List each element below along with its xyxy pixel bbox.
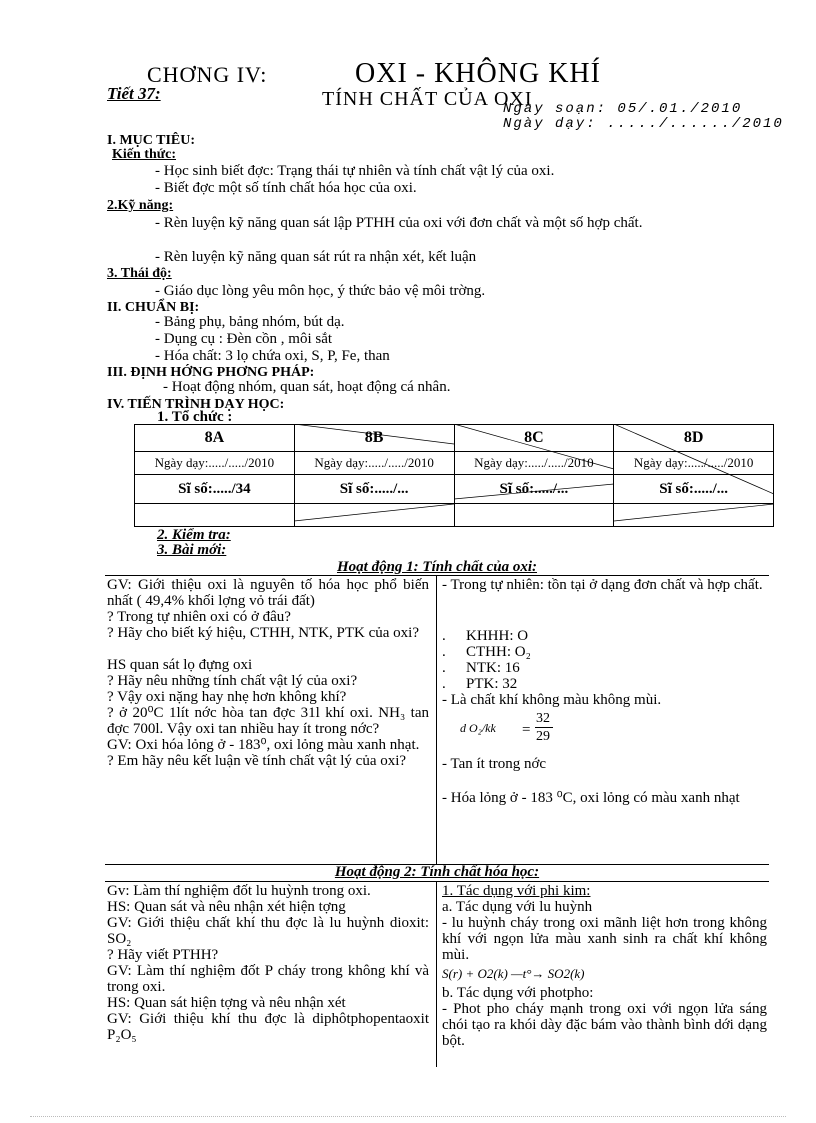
page-title: OXI - KHÔNG KHÍ: [355, 58, 601, 89]
heading-kiem-tra: 2. Kiểm tra:: [157, 527, 231, 543]
a1-right-line: - Hóa lỏng ở - 183 ⁰C, oxi lỏng có màu xanh nhạt: [442, 790, 740, 806]
section-chuan-bi: II. CHUẨN BỊ:: [107, 300, 200, 315]
heading-thai-do: 3. Thái độ:: [107, 266, 172, 281]
date-block: [503, 102, 784, 132]
a1-left-line: ? Hãy nêu những tính chất vật lý của oxi?: [107, 673, 358, 689]
heading-kien-thuc: Kiến thức:: [112, 147, 177, 162]
column-divider: [436, 881, 437, 1067]
a1-left-line: ? Em hãy nêu kết luận về tính chất vật lý của oxi?: [107, 753, 407, 769]
fraction-bar: [535, 727, 553, 728]
a2-right-line: 1. Tác dụng với phi kim:: [442, 883, 591, 899]
cthh: CTHH: O₂: [466, 644, 531, 660]
activity-1-answer-column: [442, 577, 767, 806]
a1-right-line: . KHHH: O: [442, 628, 529, 644]
divider: [105, 881, 769, 882]
activity-2-title: Hoạt động 2: Tính chất hóa học:: [334, 864, 540, 880]
a2-right-line: a. Tác dụng với lu huỳnh: [442, 899, 593, 915]
a2-left-line: GV: Giới thiệu chất khí thu đợc là lu huỳnh dioxit: SO₂: [107, 915, 429, 947]
date-cell: Ngày dạy:...../...../2010: [135, 452, 295, 475]
a1-left-line: GV: Giới thiệu oxi là nguyên tố hóa học phổ biến nhất ( 49,4% khối lợng vỏ trái đất): [107, 577, 429, 609]
section-muc-tieu: I. MỤC TIÊU:: [107, 133, 196, 148]
class-cell: 8B: [294, 425, 454, 452]
a2-right-line: - Phot pho cháy mạnh trong oxi với ngọn lửa sáng chói tạo ra khói dày đặc bám vào thành bình dới dạng bột.: [442, 1001, 767, 1049]
section-tien-trinh: IV. TIẾN TRÌNH DẠY HỌC:: [107, 397, 285, 412]
page-footer-dots: [30, 1116, 786, 1117]
activity-1-teacher-column: [107, 577, 429, 769]
class-cell: 8D: [614, 425, 774, 452]
kt-line-2: - Biết đợc một số tính chất hóa học của oxi.: [155, 180, 417, 196]
activity-1-title: Hoạt động 1: Tính chất của oxi:: [336, 559, 538, 575]
date-cell: Ngày dạy:...../...../2010: [614, 452, 774, 475]
a1-left-line: ? Hãy cho biết ký hiệu, CTHH, NTK, PTK của oxi?: [107, 625, 420, 641]
a1-left-line: HS quan sát lọ đựng oxi: [107, 657, 253, 673]
class-cell: 8C: [454, 425, 614, 452]
denominator: 29: [536, 729, 550, 744]
activity-2-teacher-column: [107, 883, 429, 1043]
class-cell: 8A: [135, 425, 295, 452]
heading-bai-moi: 3. Bài mới:: [157, 542, 227, 558]
lesson-number: Tiết 37:: [107, 84, 161, 103]
a1-left-line: ? ở 20⁰C 1lít nớc hòa tan đợc 31l khí oxi. NH₃ tan đợc 700l. Vậy oxi tan nhiều hay ít trong nớc?: [107, 705, 429, 737]
a2-left-line: Gv: Làm thí nghiệm đốt lu huỳnh trong oxi.: [107, 883, 371, 899]
density-symbol: d O₂/kk: [460, 721, 496, 735]
numerator: 32: [536, 711, 550, 726]
a1-right-line: - Là chất khí không màu không mùi.: [442, 692, 662, 708]
a2-right-line: b. Tác dụng với photpho:: [442, 985, 594, 1001]
heading-to-chuc: 1. Tổ chức :: [157, 409, 233, 425]
a2-left-line: GV: Giới thiệu khí thu đợc là diphôtphopentaoxit P₂O₅: [107, 1011, 429, 1043]
divider: [105, 575, 769, 576]
siso-cell: Sĩ số:...../...: [294, 475, 454, 504]
a2-right-line: - lu huỳnh cháy trong oxi mãnh liệt hơn trong không khí với ngọn lửa màu xanh sinh ra chất khí không mùi.: [442, 915, 767, 963]
sulfur-equation: S(r) + O2(k) —t°→ SO2(k): [442, 966, 585, 981]
a1-right-line: - Trong tự nhiên: tồn tại ở dạng đơn chất và hợp chất.: [442, 577, 763, 593]
a1-left-line: ? Vậy oxi nặng hay nhẹ hơn không khí?: [107, 689, 347, 705]
a2-left-line: HS: Quan sát và nêu nhận xét hiện tợng: [107, 899, 346, 915]
a1-right-line: . CTHH: O₂: [442, 644, 531, 660]
siso-cell: Sĩ số:...../...: [614, 475, 774, 504]
density-formula: [442, 708, 767, 748]
dh-line-1: - Hoạt động nhóm, quan sát, hoạt động cá nhân.: [163, 379, 451, 395]
a2-left-line: GV: Làm thí nghiệm đốt P cháy trong không khí và trong oxi.: [107, 963, 429, 995]
page-subtitle: TÍNH CHẤT CỦA OXI: [322, 88, 533, 110]
ngay-soan: Ngày soạn: 05/.01./2010: [503, 101, 743, 117]
siso-cell: Sĩ số:...../34: [135, 475, 295, 504]
cb-line-3: - Hóa chất: 3 lọ chứa oxi, S, P, Fe, than: [155, 348, 390, 364]
empty-cell: [135, 504, 295, 527]
a2-left-line: ? Hãy viết PTHH?: [107, 947, 219, 963]
td-line-1: - Giáo dục lòng yêu môn học, ý thức bảo vệ môi trờng.: [155, 283, 486, 299]
date-cell: Ngày dạy:...../...../2010: [454, 452, 614, 475]
date-cell: Ngày dạy:...../...../2010: [294, 452, 454, 475]
a1-left-line: ? Trong tự nhiên oxi có ở đâu?: [107, 609, 291, 625]
a1-right-line: - Tan ít trong nớc: [442, 756, 547, 772]
ngay-day: Ngày dạy: ...../....../2010: [503, 116, 784, 132]
kn-line-1: - Rèn luyện kỹ năng quan sát lập PTHH của oxi với đơn chất và một số hợp chất.: [155, 215, 643, 231]
siso-cell: Sĩ số:...../...: [454, 475, 614, 504]
a1-left-line: GV: Oxi hóa lỏng ở - 183⁰, oxi lỏng màu xanh nhạt.: [107, 737, 420, 753]
a1-right-line: . PTK: 32: [442, 676, 518, 692]
equals-sign: =: [522, 722, 531, 738]
kn-line-2: - Rèn luyện kỹ năng quan sát rút ra nhận xét, kết luận: [155, 249, 477, 265]
activity-2-answer-column: [442, 883, 767, 1049]
ntk: NTK: 16: [466, 660, 520, 676]
heading-ky-nang: 2.Kỹ năng:: [107, 198, 174, 213]
a2-left-line: HS: Quan sát hiện tợng và nêu nhận xét: [107, 995, 346, 1011]
table-diagonal-strikes: [294, 424, 774, 524]
khhh: KHHH: O: [466, 628, 529, 644]
ptk: PTK: 32: [466, 676, 518, 692]
section-dinh-huong: III. ĐỊNH HỚNG PHƠNG PHÁP:: [107, 365, 315, 380]
cb-line-2: - Dụng cụ : Đèn cồn , môi sắt: [155, 331, 333, 347]
chapter-label: CHƠNG IV:: [147, 62, 268, 87]
column-divider: [436, 575, 437, 864]
kt-line-1: - Học sinh biết đợc: Trạng thái tự nhiên và tính chất vật lý của oxi.: [155, 163, 555, 179]
a1-right-line: . NTK: 16: [442, 660, 520, 676]
cb-line-1: - Bảng phụ, bảng nhóm, bút dạ.: [155, 314, 345, 330]
